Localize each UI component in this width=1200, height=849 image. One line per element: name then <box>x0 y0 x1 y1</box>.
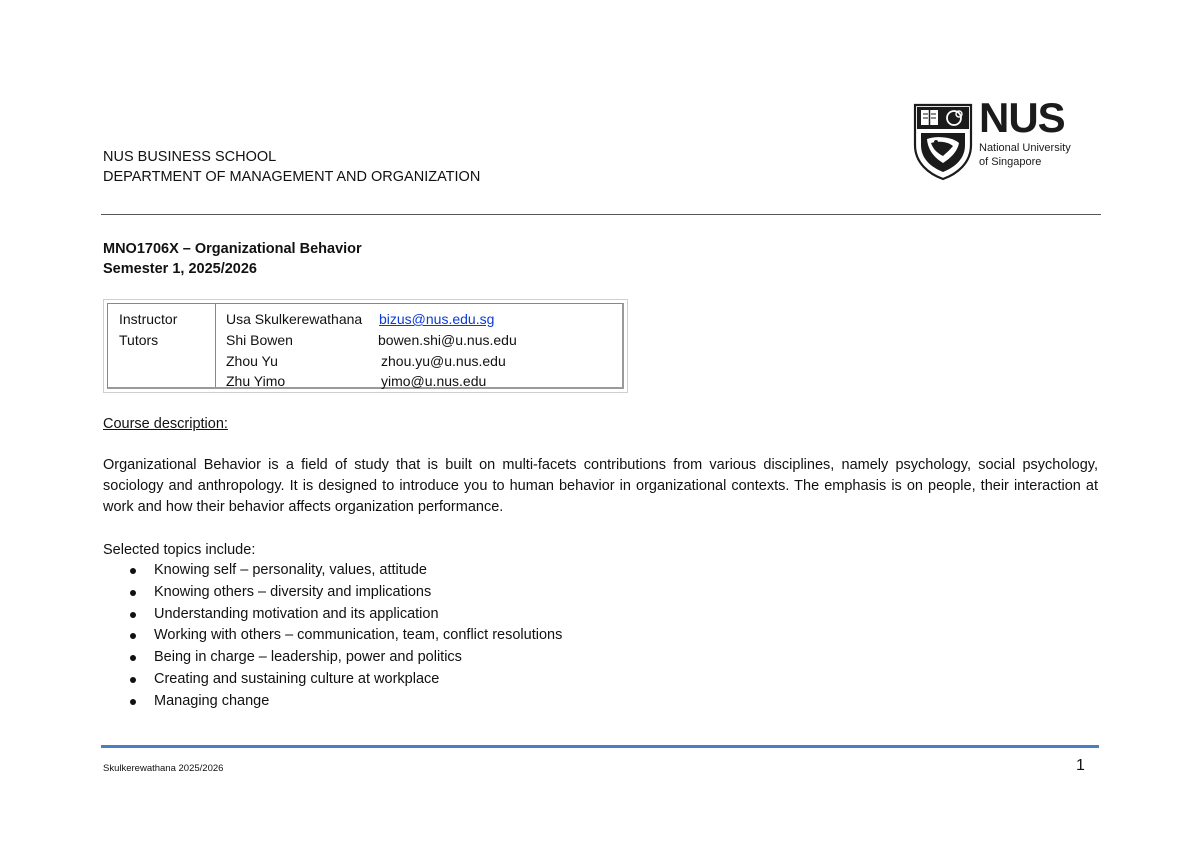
semester: Semester 1, 2025/2026 <box>103 261 257 277</box>
staff-table-inner <box>107 303 624 389</box>
header-divider <box>101 214 1101 215</box>
bullet-icon <box>130 633 136 639</box>
nus-logo <box>913 94 1088 183</box>
bullet-icon <box>130 699 136 705</box>
nus-full-name <box>979 141 1071 169</box>
nus-wordmark: NUS <box>979 94 1065 141</box>
page-number: 1 <box>1076 757 1085 774</box>
topic-text: Creating and sustaining culture at workplace <box>154 670 440 687</box>
list-item <box>125 604 562 626</box>
nus-name-line1: National University <box>979 142 1071 154</box>
staff-email: zhou.yu@u.nus.edu <box>381 353 506 369</box>
staff-name: Zhu Yimo <box>226 373 286 389</box>
staff-column-divider <box>215 304 216 387</box>
topic-text: Being in charge – leadership, power and politics <box>154 649 462 666</box>
bullet-icon <box>130 655 136 661</box>
bullet-icon <box>130 677 136 683</box>
role-tutors: Tutors <box>119 332 159 348</box>
topics-list <box>125 560 562 713</box>
list-item <box>125 625 562 647</box>
topic-text: Knowing others – diversity and implications <box>154 583 432 600</box>
bullet-icon <box>130 590 136 596</box>
list-item <box>125 691 562 713</box>
nus-name-line2: of Singapore <box>979 156 1042 168</box>
bullet-icon <box>130 568 136 574</box>
course-title: MNO1706X – Organizational Behavior <box>103 241 362 257</box>
topic-text: Working with others – communication, team, conflict resolutions <box>154 627 563 644</box>
footer-author: Skulkerewathana 2025/2026 <box>103 763 224 774</box>
course-description-body: Organizational Behavior is a field of study that is built on multi-facets contributions from various disciplines, namely psychology, social psychology, sociology and anthropology. It is designed to introduce you to human behavior in organizational contexts. The emphasis is on people, their interaction at work and how their behavior affects organization performance. <box>103 457 1098 515</box>
course-description-heading: Course description: <box>103 416 228 432</box>
school-name: NUS BUSINESS SCHOOL <box>103 149 277 165</box>
bullet-icon <box>130 612 136 618</box>
staff-email: yimo@u.nus.edu <box>381 373 487 389</box>
staff-table <box>103 299 628 393</box>
staff-email: bowen.shi@u.nus.edu <box>378 332 517 348</box>
staff-name: Shi Bowen <box>226 332 293 348</box>
topic-text: Knowing self – personality, values, attitude <box>154 562 427 578</box>
nus-crest-icon <box>913 103 973 181</box>
list-item <box>125 582 562 604</box>
list-item <box>125 560 562 582</box>
topic-text: Understanding motivation and its application <box>154 605 439 622</box>
topics-heading: Selected topics include: <box>103 542 256 558</box>
list-item <box>125 647 562 669</box>
course-info <box>103 239 362 279</box>
role-instructor: Instructor <box>119 311 178 327</box>
department-name: DEPARTMENT OF MANAGEMENT AND ORGANIZATION <box>103 169 481 185</box>
staff-name: Usa Skulkerewathana <box>226 311 363 327</box>
document-header <box>103 147 480 187</box>
list-item <box>125 669 562 691</box>
footer-divider <box>101 745 1099 748</box>
staff-name: Zhou Yu <box>226 353 278 369</box>
topic-text: Managing change <box>154 692 270 709</box>
instructor-email-link[interactable]: bizus@nus.edu.sg <box>379 311 495 327</box>
